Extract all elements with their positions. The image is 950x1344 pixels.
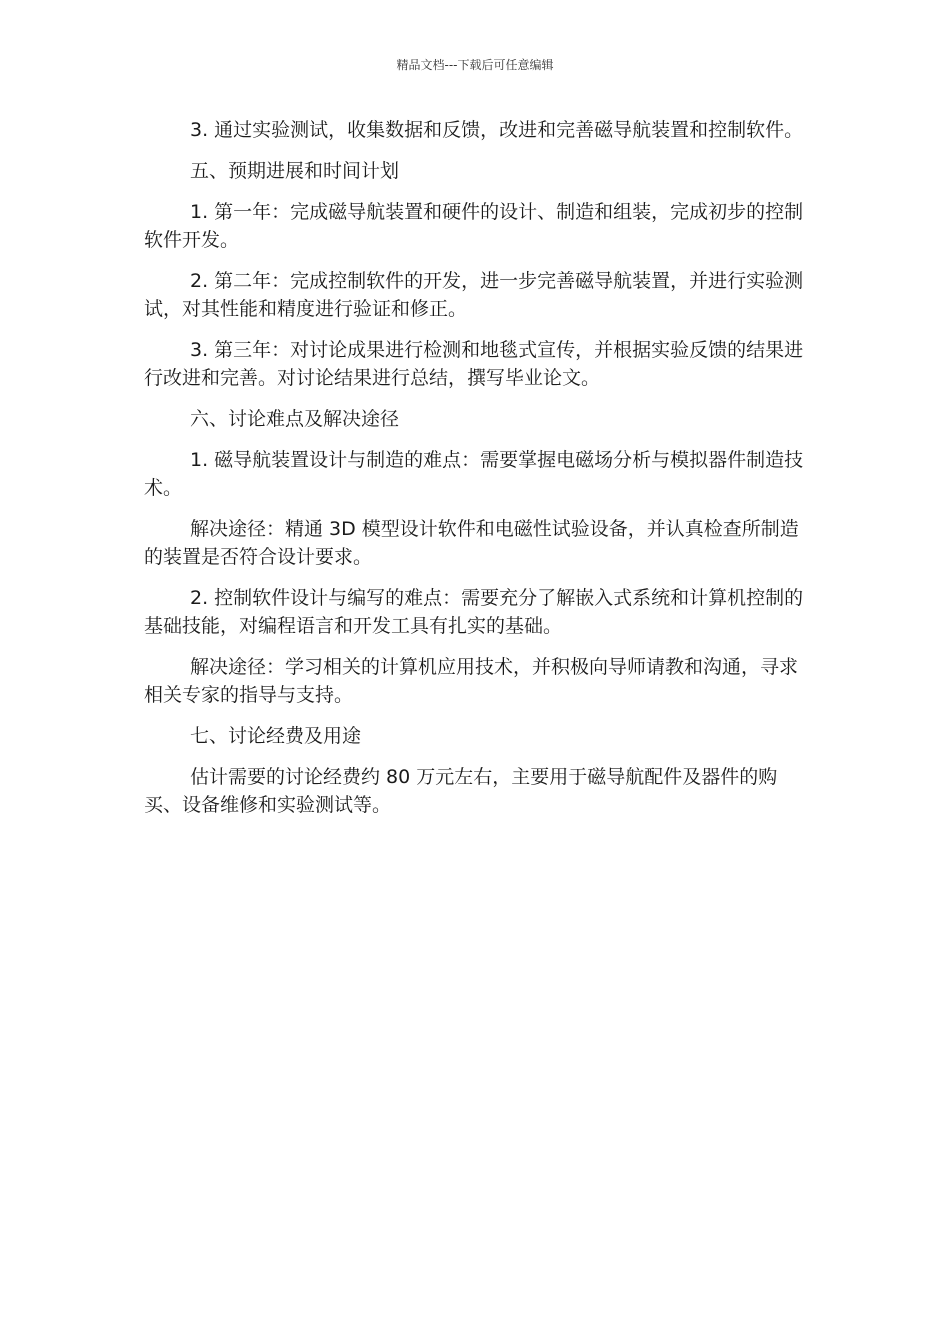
paragraph-difficulty-1: 1. 磁导航装置设计与制造的难点：需要掌握电磁场分析与模拟器件制造技术。 <box>144 449 804 499</box>
paragraph-budget: 估计需要的讨论经费约 80 万元左右，主要用于磁导航配件及器件的购买、设备维修和实验测试等。 <box>144 766 778 816</box>
paragraph-solution-2: 解决途径：学习相关的计算机应用技术，并积极向导师请教和沟通，寻求相关专家的指导与支持。 <box>144 656 799 706</box>
paragraph-year-1: 1. 第一年：完成磁导航装置和硬件的设计、制造和组装，完成初步的控制软件开发。 <box>144 201 804 251</box>
paragraph-year-3: 3. 第三年：对讨论成果进行检测和地毯式宣传，并根据实验反馈的结果进行改进和完善。对讨论结果进行总结，撰写毕业论文。 <box>144 339 804 389</box>
paragraph-item-3: 3. 通过实验测试，收集数据和反馈，改进和完善磁导航装置和控制软件。 <box>190 119 804 141</box>
document-body <box>144 116 808 832</box>
section-heading-7: 七、讨论经费及用途 <box>190 725 362 747</box>
paragraph-difficulty-2: 2. 控制软件设计与编写的难点：需要充分了解嵌入式系统和计算机控制的基础技能，对编程语言和开发工具有扎实的基础。 <box>144 587 804 637</box>
section-heading-6: 六、讨论难点及解决途径 <box>190 408 400 430</box>
paragraph-solution-1: 解决途径：精通 3D 模型设计软件和电磁性试验设备，并认真检查所制造的装置是否符合设计要求。 <box>144 518 799 568</box>
page-header: 精品文档---下载后可任意编辑 <box>396 58 554 72</box>
paragraph-year-2: 2. 第二年：完成控制软件的开发，进一步完善磁导航装置，并进行实验测试，对其性能和精度进行验证和修正。 <box>144 270 804 320</box>
section-heading-5: 五、预期进展和时间计划 <box>190 160 400 182</box>
